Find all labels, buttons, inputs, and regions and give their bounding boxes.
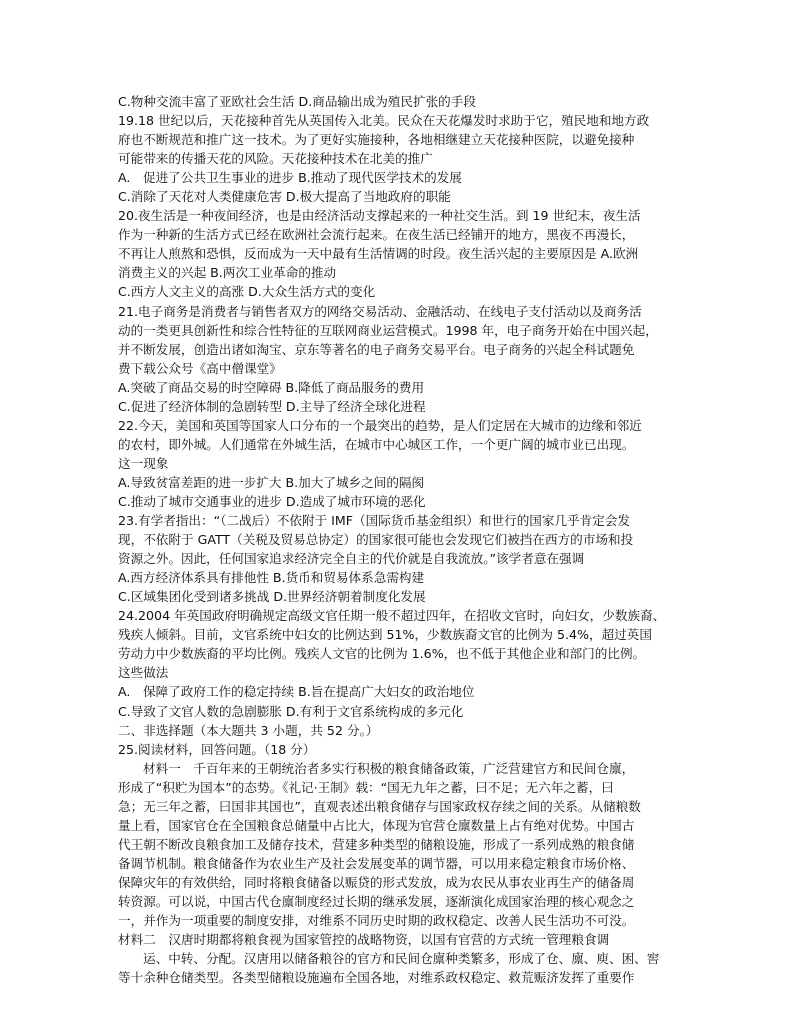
text-line-41: 备调节机制。粮食储备作为农业生产及社会发展变革的调节器，可以用来稳定粮食市场价格、	[118, 855, 635, 871]
text-line-46: 运、中转、分配。汉唐用以储备粮谷的官方和民间仓廪种类繁多，形成了仓、廪、庾、困、窖	[143, 951, 660, 967]
text-line-19: 的农村，即外城。人们通常在外城生活，在城市中心城区工作，一个更广阔的城市业已出现。	[118, 436, 635, 452]
text-line-20: 这一现象	[118, 455, 169, 471]
text-line-5: A. 促进了公共卫生事业的进步 B.推动了现代医学技术的发展	[118, 170, 462, 186]
text-line-47: 等十余种仓储类型。各类型储粮设施遍布全国各地，对维系政权稳定、救荒赈济发挥了重要作	[118, 970, 635, 986]
text-line-22: C.推动了城市交通事业的进步 D.造成了城市环境的恶化	[118, 493, 426, 509]
text-line-25: 资源之外。因此，任何国家追求经济完全自主的代价就是自我流放。”该学者意在强调	[118, 551, 585, 567]
text-line-45: 材料二 汉唐时期都将粮食视为国家管控的战略物资，以国有官营的方式统一管理粮食调	[118, 932, 610, 948]
text-line-31: 这些做法	[118, 665, 169, 681]
text-line-32: A. 保障了政府工作的稳定持续 B.旨在提高广大妇女的政治地位	[118, 684, 475, 700]
text-line-7: 20.夜生活是一种夜间经济，也是由经济活动支撑起来的一种社交生活。到 19 世纪末，夜生活	[118, 208, 641, 224]
text-line-6: C.消除了天花对人类健康危害 D.极大提高了当地政府的职能	[118, 189, 451, 205]
text-line-21: A.导致贫富差距的进一步扩大 B.加大了城乡之间的隔阂	[118, 474, 425, 490]
text-line-23: 23.有学者指出：“（二战后）不依附于 IMF（国际货币基金组织）和世行的国家几乎肯定会发	[118, 513, 631, 529]
text-line-40: 代王朝不断改良粮食加工及储存技术，营建多种类型的储粮设施，形成了一系列成熟的粮食储	[118, 836, 635, 852]
text-line-17: C.促进了经济体制的急剧转型 D.主导了经济全球化进程	[118, 398, 426, 414]
text-line-39: 量上看，国家官仓在全国粮食总储量中占比大，体现为官营仓廪数量上占有绝对优势。中国古	[118, 817, 635, 833]
text-line-4: 可能带来的传播天花的风险。天花接种技术在北美的推广	[118, 151, 433, 167]
text-line-24: 现，不依附于 GATT（关税及贸易总协定）的国家很可能也会发现它们被挡在西方的市场和投	[118, 532, 634, 548]
text-line-34: 二、非选择题（本大题共 3 小题，共 52 分。）	[118, 722, 379, 738]
text-line-44: 一，并作为一项重要的制度安排，对维系不同历史时期的政权稳定、改善人民生活功不可没。	[118, 913, 635, 929]
text-line-3: 府也不断规范和推广这一技术。为了更好实施接种，各地相继建立天花接种医院，以避免接种	[118, 132, 635, 148]
text-line-37: 形成了“积贮为国本”的态势。《礼记·王制》载：“国无九年之蓄，曰不足；无六年之蓄，曰	[118, 779, 614, 795]
text-line-42: 保障灾年的有效供给，同时将粮食储备以赈贷的形式发放，成为农民从事农业再生产的储备周	[118, 874, 635, 890]
text-line-29: 残疾人倾斜。目前，文官系统中妇女的比例达到 51%，少数族裔文官的比例为 5.4%，超过英国	[118, 627, 652, 643]
text-line-10: 消费主义的兴起 B.两次工业革命的推动	[118, 265, 337, 281]
text-line-30: 劳动力中少数族裔的平均比例。残疾人文官的比例为 1.6%，也不低于其他企业和部门的比例。	[118, 646, 646, 662]
text-line-1: C.物种交流丰富了亚欧社会生活 D.商品输出成为殖民扩张的手段	[118, 94, 476, 109]
text-line-2: 19.18 世纪以后，天花接种首先从英国传入北美。民众在天花爆发时求助于它，殖民地和地方政	[118, 113, 650, 129]
text-line-26: A.西方经济体系具有排他性 B.货币和贸易体系急需构建	[118, 570, 425, 586]
text-line-18: 22.今天，美国和英国等国家人口分布的一个最突出的趋势，是人们定居在大城市的边缘和邻近	[118, 417, 642, 433]
text-line-14: 并不断发展，创造出诸如淘宝、京东等著名的电子商务交易平台。电子商务的兴起全科试题免	[118, 341, 635, 357]
text-line-15: 费下载公众号《高中僧课堂》	[118, 360, 282, 376]
text-line-38: 急；无三年之蓄，曰国非其国也”，直观表述出粮食储存与国家政权存续之间的关系。从储粮数	[118, 798, 641, 814]
text-line-35: 25.阅读材料，回答问题。（18 分）	[118, 741, 316, 757]
text-line-13: 动的一类更具创新性和综合性特征的互联网商业运营模式。1998 年，电子商务开始在中国兴起，	[118, 322, 658, 338]
text-line-16: A.突破了商品交易的时空障碍 B.降低了商品服务的费用	[118, 379, 425, 395]
text-line-43: 转资源。可以说，中国古代仓廪制度经过长期的继承发展，逐渐演化成国家治理的核心观念之	[118, 893, 635, 909]
text-line-28: 24.2004 年英国政府明确规定高级文官任期一般不超过四年，在招收文官时，向妇女，少数族裔、	[118, 608, 666, 624]
text-line-33: C.导致了文官人数的急剧膨胀 D.有利于文官系统构成的多元化	[118, 703, 464, 719]
text-line-12: 21.电子商务是消费者与销售者双方的网络交易活动、金融活动、在线电子支付活动以及商务活	[118, 303, 642, 319]
text-line-27: C.区域集团化受到诸多挑战 D.世界经济朝着制度化发展	[118, 589, 426, 605]
text-line-8: 作为一种新的生活方式已经在欧洲社会流行起来。在夜生活已经铺开的地方，黑夜不再漫长，	[118, 227, 635, 243]
text-line-9: 不再让人煎熬和恐惧，反而成为一天中最有生活情调的时段。夜生活兴起的主要原因是 A.欧洲	[118, 246, 639, 262]
text-line-36: 材料一 千百年来的王朝统治者多实行积极的粮食储备政策，广泛营建官方和民间仓廪，	[143, 760, 635, 776]
text-line-11: C.西方人文主义的高涨 D.大众生活方式的变化	[118, 284, 376, 300]
